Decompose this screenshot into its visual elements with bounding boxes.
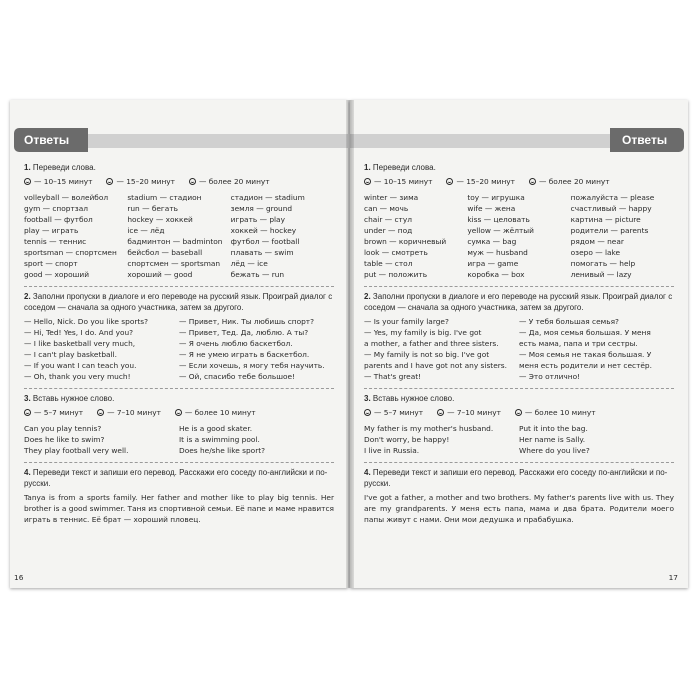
- dialogue-line: — Моя семья не такая большая. У: [519, 350, 652, 359]
- word-column-2: [467, 192, 570, 280]
- word-pair: рядом — near: [570, 237, 624, 246]
- dialogue-line: — Ой, спасибо тебе большое!: [179, 372, 296, 381]
- smiley-icon: [446, 178, 453, 185]
- word-pair: сумка — bag: [467, 237, 517, 246]
- timer-2: — 7–10 минут: [97, 407, 161, 418]
- timer-3: — более 10 минут: [175, 407, 256, 418]
- translation-text: Tanya is from a sports family. Her father and mother like to play big tennis. Her brother is a good swimmer. Таня из спортивной семьи. Её папе и маме нравится играть в теннис. Её брат — хороший пловец.: [24, 493, 334, 524]
- dialogue-line: — My family is not so big. I've got: [364, 350, 490, 359]
- smiley-icon: [97, 409, 104, 416]
- sentence-column-1: [24, 423, 179, 456]
- word-pair: toy — игрушка: [467, 193, 525, 202]
- timer-2: — 15–20 минут: [446, 176, 514, 187]
- right-page-content: [364, 158, 674, 531]
- smiley-icon: [24, 409, 31, 416]
- dialogue-russian: [519, 316, 674, 382]
- dialogue-line: — Is your family large?: [364, 317, 449, 326]
- dialogue-english: [364, 316, 519, 382]
- sentence: Put it into the bag.: [519, 424, 588, 433]
- timer-row: [24, 407, 334, 418]
- word-pair: chair — стул: [364, 215, 412, 224]
- dialogue-line: — Да, моя семья большая. У меня: [519, 328, 651, 337]
- word-pair: ice — лёд: [127, 226, 165, 235]
- smiley-icon: [364, 409, 371, 416]
- word-pair: football — футбол: [24, 215, 93, 224]
- dialogue-line: — Hello, Nick. Do you like sports?: [24, 317, 149, 326]
- sentence: Can you play tennis?: [24, 424, 102, 433]
- word-pair: коробка — box: [467, 270, 525, 279]
- exercise-1: [24, 158, 334, 286]
- dialogue-line: — Я очень люблю баскетбол.: [179, 339, 293, 348]
- dialogue-line: — Привет, Ник. Ты любишь спорт?: [179, 317, 315, 326]
- exercise-1: [364, 158, 674, 286]
- word-pair: футбол — football: [230, 237, 300, 246]
- word-pair: can — мочь: [364, 204, 409, 213]
- sentence: It is a swimming pool.: [179, 435, 260, 444]
- dialogue-russian: [179, 316, 334, 382]
- word-pair: лёд — ice: [230, 259, 268, 268]
- dialogue-line: — Привет, Тед. Да, люблю. А ты?: [179, 328, 309, 337]
- sentence: I live in Russia.: [364, 446, 420, 455]
- word-pair: winter — зима: [364, 193, 419, 202]
- dialogue-english: [24, 316, 179, 382]
- word-pair: играть — play: [230, 215, 285, 224]
- word-pair: ленивый — lazy: [570, 270, 632, 279]
- dialogue-line: есть мама, папа и три сестры.: [519, 339, 638, 348]
- dialogue-line: — Если хочешь, я могу тебя научить.: [179, 361, 325, 370]
- word-pair: бадминтон — badminton: [127, 237, 223, 246]
- word-pair: помогать — help: [570, 259, 636, 268]
- dialogue-columns: [364, 316, 674, 382]
- dialogue-line: — У тебя большая семья?: [519, 317, 619, 326]
- word-pair: земля — ground: [230, 204, 293, 213]
- exercise-2: [24, 286, 334, 388]
- word-pair: sport — спорт: [24, 259, 78, 268]
- sentence: Does he/she like sport?: [179, 446, 266, 455]
- sentence: Her name is Sally.: [519, 435, 586, 444]
- exercise-title: 2. Заполни пропуски в диалоге и его переводе на русский язык. Проиграй диалог с соседом — сначала за одного участника, затем за другого.: [364, 292, 673, 312]
- exercise-title: 1. Переведи слова.: [364, 163, 436, 172]
- word-pair: kiss — целовать: [467, 215, 530, 224]
- word-pair: картина — picture: [570, 215, 641, 224]
- timer-3: — более 20 минут: [529, 176, 610, 187]
- word-pair: table — стол: [364, 259, 413, 268]
- exercise-title: 3. Вставь нужное слово.: [24, 394, 115, 403]
- exercise-3: [364, 388, 674, 462]
- word-pair: wife — жена: [467, 204, 516, 213]
- timer-1: — 5–7 минут: [24, 407, 83, 418]
- right-page: [350, 100, 688, 588]
- smiley-icon: [437, 409, 444, 416]
- smiley-icon: [24, 178, 31, 185]
- answers-header-tab: Ответы: [14, 128, 88, 152]
- word-columns: [364, 192, 674, 280]
- dialogue-line: меня есть родители и нет сестёр.: [519, 361, 652, 370]
- dialogue-line: — I can't play basketball.: [24, 350, 118, 359]
- exercise-title: 1. Переведи слова.: [24, 163, 96, 172]
- word-pair: stadium — стадион: [127, 193, 202, 202]
- word-pair: tennis — теннис: [24, 237, 87, 246]
- dialogue-line: — I like basketball very much,: [24, 339, 136, 348]
- word-column-1: [24, 192, 127, 280]
- exercise-4: [364, 462, 674, 531]
- open-workbook: [10, 100, 690, 590]
- dialogue-line: — Это отлично!: [519, 372, 581, 381]
- left-page: [10, 100, 348, 588]
- sentence-column-1: [364, 423, 519, 456]
- sentence: Where do you live?: [519, 446, 590, 455]
- answers-header-tab: Ответы: [610, 128, 684, 152]
- exercise-title: 3. Вставь нужное слово.: [364, 394, 455, 403]
- dialogue-line: a mother, a father and three sisters.: [364, 339, 499, 348]
- page-number: 17: [668, 573, 678, 582]
- word-pair: хоккей — hockey: [230, 226, 297, 235]
- smiley-icon: [529, 178, 536, 185]
- exercise-4: [24, 462, 334, 531]
- word-column-3: [571, 192, 674, 280]
- word-pair: under — под: [364, 226, 413, 235]
- header-bar: [88, 134, 348, 148]
- timer-1: — 5–7 минут: [364, 407, 423, 418]
- dialogue-line: — Я не умею играть в баскетбол.: [179, 350, 310, 359]
- dialogue-line: — If you want I can teach you.: [24, 361, 137, 370]
- word-pair: озеро — lake: [570, 248, 621, 257]
- dialogue-columns: [24, 316, 334, 382]
- timer-1: — 10–15 минут: [24, 176, 92, 187]
- word-pair: sportsman — спортсмен: [24, 248, 117, 257]
- timer-2: — 15–20 минут: [106, 176, 174, 187]
- word-column-1: [364, 192, 467, 280]
- book-spine: [346, 100, 354, 588]
- dialogue-line: — Hi, Ted! Yes, I do. And you?: [24, 328, 134, 337]
- word-pair: yellow — жёлтый: [467, 226, 534, 235]
- word-columns: [24, 192, 334, 280]
- timer-row: [364, 407, 674, 418]
- word-pair: стадион — stadium: [230, 193, 305, 202]
- smiley-icon: [515, 409, 522, 416]
- word-pair: пожалуйста — please: [570, 193, 655, 202]
- timer-row: [364, 176, 674, 187]
- header-bar: [350, 134, 610, 148]
- word-pair: look — смотреть: [364, 248, 428, 257]
- timer-2: — 7–10 минут: [437, 407, 501, 418]
- smiley-icon: [364, 178, 371, 185]
- dialogue-line: — That's great!: [364, 372, 422, 381]
- word-pair: good — хороший: [24, 270, 89, 279]
- word-pair: hockey — хоккей: [127, 215, 193, 224]
- word-pair: run — бегать: [127, 204, 179, 213]
- timer-3: — более 10 минут: [515, 407, 596, 418]
- smiley-icon: [189, 178, 196, 185]
- left-page-content: [24, 158, 334, 531]
- sentence-columns: [24, 423, 334, 456]
- word-pair: спортсмен — sportsman: [127, 259, 221, 268]
- word-pair: бейсбол — baseball: [127, 248, 203, 257]
- word-pair: play — играть: [24, 226, 79, 235]
- word-pair: счастливый — happy: [570, 204, 652, 213]
- exercise-title: 2. Заполни пропуски в диалоге и его переводе на русский язык. Проиграй диалог с соседом — сначала за одного участника, затем за другого.: [24, 292, 333, 312]
- word-pair: put — положить: [364, 270, 428, 279]
- word-pair: brown — коричневый: [364, 237, 447, 246]
- sentence: They play football very well.: [24, 446, 129, 455]
- word-column-2: [127, 192, 230, 280]
- smiley-icon: [106, 178, 113, 185]
- word-pair: хороший — good: [127, 270, 193, 279]
- dialogue-line: parents and I have got not any sisters.: [364, 361, 507, 370]
- word-column-3: [231, 192, 334, 280]
- exercise-title: 4. Переведи текст и запиши его перевод. Расскажи его соседу по-английски и по-русски.: [364, 468, 668, 488]
- exercise-title: 4. Переведи текст и запиши его перевод. Расскажи его соседу по-английски и по-русски.: [24, 468, 328, 488]
- word-pair: игра — game: [467, 259, 519, 268]
- timer-row: [24, 176, 334, 187]
- sentence-column-2: [519, 423, 674, 456]
- exercise-3: [24, 388, 334, 462]
- translation-text: I've got a father, a mother and two brothers. My father's parents live with us. They are my grandparents. У меня есть папа, мама и два брата. Родители моего папы живут с нами. Они мои дедушка и прабабушка.: [364, 493, 674, 524]
- word-pair: volleyball — волейбол: [24, 193, 109, 202]
- smiley-icon: [175, 409, 182, 416]
- word-pair: gym — спортзал: [24, 204, 88, 213]
- page-number: 16: [14, 573, 24, 582]
- word-pair: плавать — swim: [230, 248, 294, 257]
- timer-3: — более 20 минут: [189, 176, 270, 187]
- timer-1: — 10–15 минут: [364, 176, 432, 187]
- sentence-column-2: [179, 423, 334, 456]
- word-pair: родители — parents: [570, 226, 649, 235]
- sentence: Does he like to swim?: [24, 435, 105, 444]
- word-pair: муж — husband: [467, 248, 528, 257]
- sentence: My father is my mother's husband.: [364, 424, 494, 433]
- sentence: Don't worry, be happy!: [364, 435, 450, 444]
- sentence-columns: [364, 423, 674, 456]
- dialogue-line: — Yes, my family is big. I've got: [364, 328, 482, 337]
- dialogue-line: — Oh, thank you very much!: [24, 372, 131, 381]
- sentence: He is a good skater.: [179, 424, 253, 433]
- word-pair: бежать — run: [230, 270, 285, 279]
- exercise-2: [364, 286, 674, 388]
